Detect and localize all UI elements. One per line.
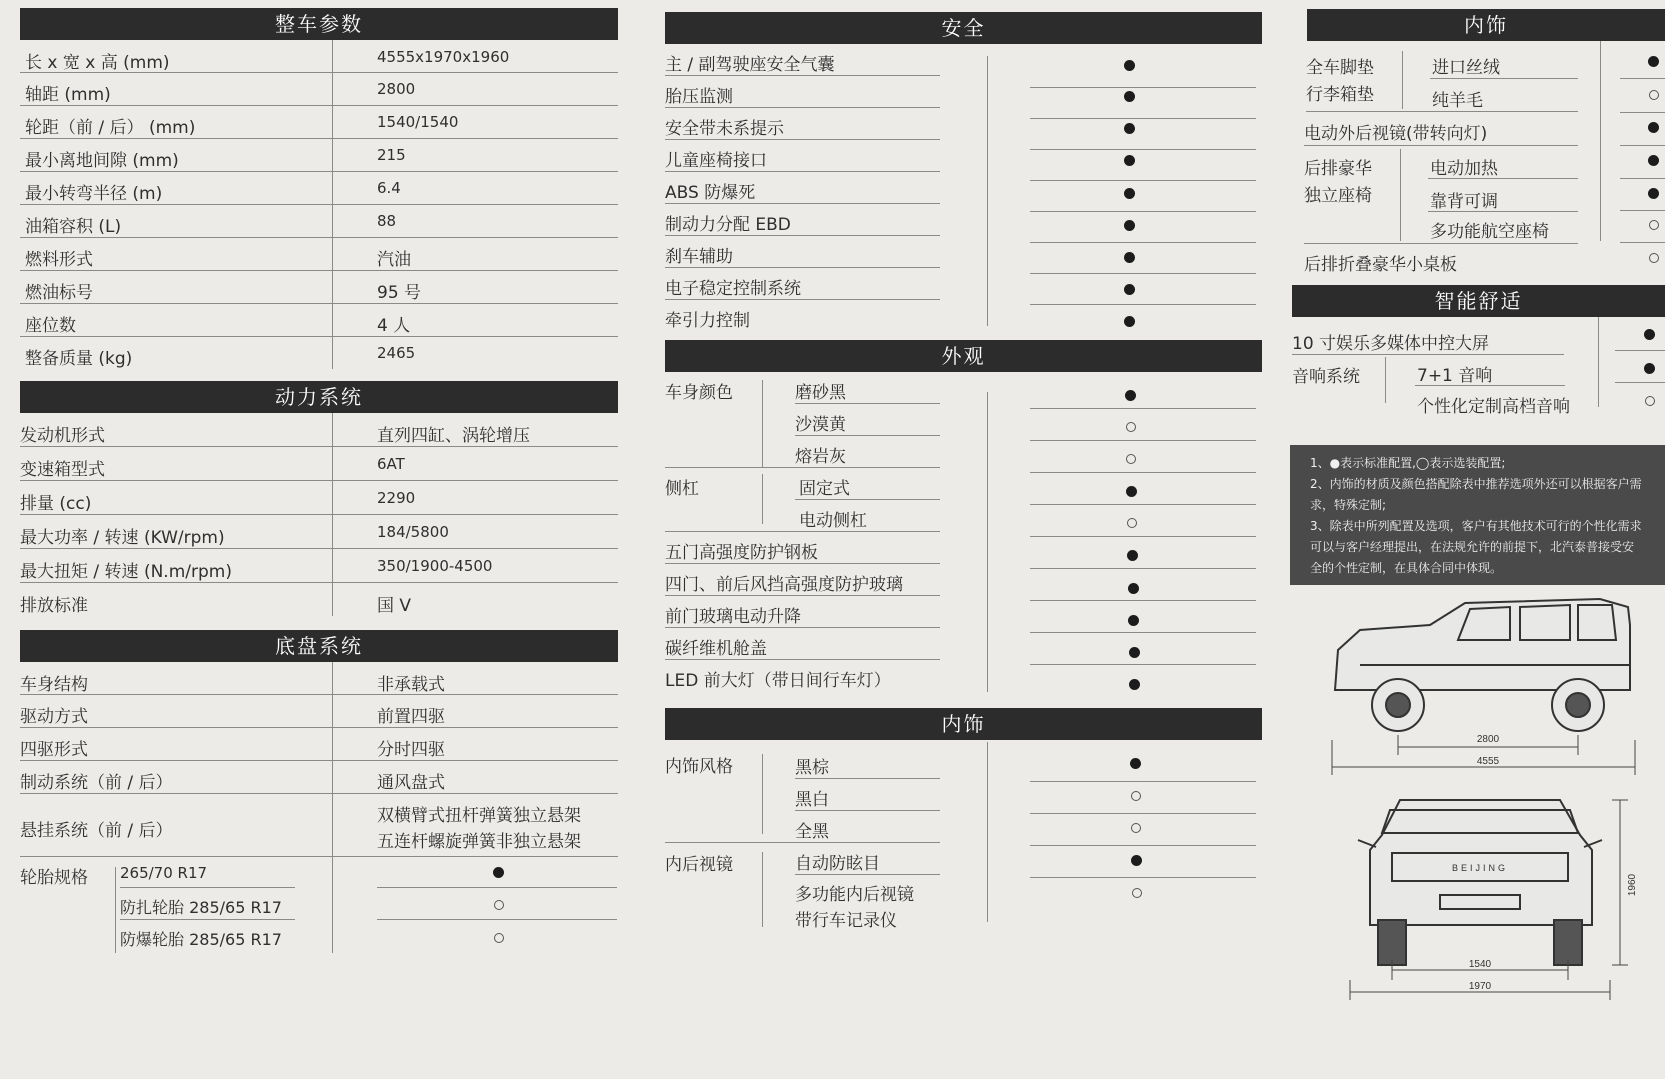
overall-table (20, 40, 618, 369)
spec-row (20, 413, 618, 447)
spec-value: 2800 (377, 80, 416, 98)
option-label: 个性化定制高档音响 (1417, 397, 1570, 417)
feature-label: 电动外后视镜(带转向灯) (1304, 124, 1488, 144)
length-dimension: 4555 (1476, 756, 1500, 767)
tire-option-label: 防爆轮胎 285/65 R17 (120, 930, 282, 949)
standard-dot-icon (1644, 329, 1655, 340)
note-line: 3、除表中所列配置及选项，客户有其他技术可行的个性化需求 (1310, 519, 1642, 533)
spec-row (20, 549, 618, 583)
section-header-interior-2: 内饰 (1307, 9, 1665, 41)
group-label: 内饰风格 (665, 757, 733, 777)
interior-table-2 (1290, 41, 1665, 277)
feature-row (665, 268, 940, 300)
option-row (1428, 146, 1578, 179)
feature-label: 10 寸娱乐多媒体中控大屏 (1292, 334, 1490, 354)
feature-row (665, 76, 940, 108)
spec-row (20, 515, 618, 549)
optional-circle-icon (1649, 253, 1659, 263)
note-line: 2、内饰的材质及颜色搭配除表中推荐选项外还可以根据客户需 (1310, 477, 1642, 491)
feature-label: 胎压监测 (665, 87, 733, 107)
feature-row (665, 628, 940, 660)
option-label: 沙漠黄 (795, 415, 846, 435)
spec-value: 95 号 (377, 283, 422, 303)
tire-option-row (120, 921, 295, 951)
optional-circle-icon (494, 900, 504, 910)
optional-circle-icon (1127, 518, 1137, 528)
option-label: 靠背可调 (1430, 192, 1498, 212)
option-row (795, 468, 940, 500)
spec-value: 350/1900-4500 (377, 557, 493, 575)
column-interior-comfort (1290, 0, 1665, 992)
feature-row (665, 660, 940, 691)
tire-option-row (120, 857, 295, 888)
option-row (1430, 79, 1578, 111)
spec-value: 双横臂式扭杆弹簧独立悬架 (377, 806, 581, 826)
spec-value: 2290 (377, 489, 416, 507)
spec-label: 发动机形式 (20, 426, 105, 446)
spec-value: 6.4 (377, 179, 401, 197)
option-row (795, 500, 940, 531)
tire-option-row (120, 889, 295, 920)
spec-value: 直列四缸、涡轮增压 (377, 426, 530, 446)
spec-row (20, 794, 618, 857)
tire-option-label: 265/70 R17 (120, 864, 208, 882)
option-row (1428, 179, 1578, 212)
option-label: 磨砂黑 (795, 383, 846, 403)
spec-label: 整备质量 (kg) (25, 349, 133, 369)
column-safety-exterior-interior (665, 0, 1262, 940)
feature-label: 牵引力控制 (665, 311, 750, 331)
option-label: 电动侧杠 (799, 511, 867, 531)
optional-circle-icon (1131, 791, 1141, 801)
standard-dot-icon (1644, 363, 1655, 374)
option-row (795, 843, 940, 875)
spec-row (20, 695, 618, 728)
spec-label: 变速箱型式 (20, 460, 105, 480)
option-label: 黑棕 (795, 758, 829, 778)
spec-label: 最大功率 / 转速 (KW/rpm) (20, 528, 225, 548)
option-label: 全黑 (795, 822, 829, 842)
spec-row (20, 106, 618, 139)
feature-label: 儿童座椅接口 (665, 151, 767, 171)
option-row (1415, 355, 1565, 386)
spec-row (20, 238, 618, 271)
optional-circle-icon (1126, 454, 1136, 464)
spec-row (20, 481, 618, 515)
spec-value: 汽油 (377, 250, 411, 270)
note-line: 可以与客户经理提出，在法规允许的前提下，北汽泰普接受安 (1310, 540, 1635, 554)
height-dimension: 1960 (1627, 873, 1638, 897)
spec-label: 排放标准 (20, 596, 88, 616)
feature-row (665, 204, 940, 236)
option-row (795, 372, 940, 404)
spec-label: 燃油标号 (25, 283, 93, 303)
spec-label: 轮距（前 / 后） (mm) (25, 118, 196, 138)
standard-dot-icon (1648, 155, 1659, 166)
spec-row (20, 271, 618, 304)
spec-label: 最小离地间隙 (mm) (25, 151, 179, 171)
feature-row (665, 172, 940, 204)
note-line: 1、●表示标准配置,◯表示选装配置; (1310, 456, 1506, 470)
option-label: 多功能航空座椅 (1430, 222, 1549, 242)
standard-dot-icon (1125, 390, 1136, 401)
spec-row (20, 205, 618, 238)
spec-value: 非承载式 (377, 675, 445, 695)
standard-dot-icon (1128, 615, 1139, 626)
standard-dot-icon (1124, 284, 1135, 295)
standard-dot-icon (1124, 60, 1135, 71)
feature-label: ABS 防爆死 (665, 183, 756, 203)
feature-row (665, 564, 940, 596)
group-label: 侧杠 (665, 479, 699, 499)
side-view-vehicle-icon (1335, 599, 1630, 731)
comfort-table (1290, 317, 1665, 417)
spec-label: 制动系统（前 / 后） (20, 773, 173, 793)
spec-label: 燃料形式 (25, 250, 93, 270)
front-view-vehicle-icon (1358, 800, 1602, 965)
spec-value: 通风盘式 (377, 773, 445, 793)
spec-label: 轴距 (mm) (25, 85, 111, 105)
standard-dot-icon (1124, 155, 1135, 166)
feature-label: 主 / 副驾驶座安全气囊 (665, 55, 835, 75)
spec-value: 4555x1970x1960 (377, 48, 510, 66)
section-header-power: 动力系统 (20, 381, 618, 413)
section-header-safety: 安全 (665, 12, 1262, 44)
spec-row (20, 662, 618, 695)
spec-value: 前置四驱 (377, 707, 445, 727)
option-row (795, 436, 940, 467)
spec-label: 悬挂系统（前 / 后） (20, 821, 173, 841)
group-label: 全车脚垫 (1306, 58, 1374, 78)
standard-dot-icon (1124, 316, 1135, 327)
spec-value: 6AT (377, 455, 405, 473)
feature-label: 前门玻璃电动升降 (665, 607, 801, 627)
spec-row (20, 447, 618, 481)
power-table (20, 413, 618, 616)
feature-row (665, 236, 940, 268)
spec-label: 最大扭矩 / 转速 (N.m/rpm) (20, 562, 232, 582)
standard-dot-icon (1130, 758, 1141, 769)
option-row (795, 779, 940, 811)
standard-dot-icon (1129, 647, 1140, 658)
standard-dot-icon (1124, 252, 1135, 263)
safety-value-column (987, 0, 1262, 900)
tire-spec-group (20, 857, 618, 953)
standard-dot-icon (1131, 855, 1142, 866)
spec-label: 排量 (cc) (20, 494, 92, 514)
standard-dot-icon (1648, 188, 1659, 199)
spec-value: 1540/1540 (377, 113, 459, 131)
option-row (795, 747, 940, 779)
spec-value: 国 V (377, 596, 412, 616)
section-header-comfort: 智能舒适 (1292, 285, 1665, 317)
spec-value: 88 (377, 212, 397, 230)
spec-label: 油箱容积 (L) (25, 217, 122, 237)
optional-circle-icon (1132, 888, 1142, 898)
feature-row (665, 596, 940, 628)
spec-label: 长 x 宽 x 高 (mm) (25, 53, 170, 73)
standard-dot-icon (1124, 188, 1135, 199)
option-label: 多功能内后视镜 (795, 885, 914, 905)
optional-circle-icon (1649, 90, 1659, 100)
note-line: 求，特殊定制; (1310, 498, 1387, 512)
section-header-chassis: 底盘系统 (20, 630, 618, 662)
option-row (795, 404, 940, 436)
wheelbase-dimension: 2800 (1476, 734, 1500, 745)
optional-circle-icon (1126, 422, 1136, 432)
spec-row (20, 73, 618, 106)
group-label: 内后视镜 (665, 855, 733, 875)
standard-dot-icon (1126, 486, 1137, 497)
feature-label: 制动力分配 EBD (665, 215, 791, 235)
option-label: 自动防眩目 (795, 854, 880, 874)
spec-value: 215 (377, 146, 406, 164)
feature-label: 五门高强度防护钢板 (665, 543, 818, 563)
optional-circle-icon (1645, 396, 1655, 406)
standard-dot-icon (1129, 679, 1140, 690)
spec-label: 车身结构 (20, 675, 88, 695)
spec-row (20, 583, 618, 616)
spec-row (20, 139, 618, 172)
option-label: 电动加热 (1430, 159, 1498, 179)
standard-dot-icon (1127, 550, 1138, 561)
spec-value: 五连杆螺旋弹簧非独立悬架 (377, 832, 581, 852)
feature-row (665, 300, 940, 331)
tire-option-label: 防扎轮胎 285/65 R17 (120, 898, 282, 917)
optional-circle-icon (1649, 220, 1659, 230)
spec-value: 4 人 (377, 316, 411, 336)
group-label: 独立座椅 (1304, 186, 1372, 206)
feature-row (665, 108, 940, 140)
section-header-exterior: 外观 (665, 340, 1262, 372)
option-label: 固定式 (799, 479, 850, 499)
option-row (1428, 212, 1578, 242)
spec-label: 最小转弯半径 (m) (25, 184, 163, 204)
chassis-table (20, 662, 618, 953)
group-label: 车身颜色 (665, 383, 733, 403)
option-label: 熔岩灰 (795, 447, 846, 467)
standard-dot-icon (1124, 220, 1135, 231)
section-header-interior: 内饰 (665, 708, 1262, 740)
spec-row (20, 728, 618, 761)
feature-label: 刹车辅助 (665, 247, 733, 267)
feature-label: 后排折叠豪华小桌板 (1304, 255, 1457, 275)
group-label: 后排豪华 (1304, 159, 1372, 179)
standard-dot-icon (1648, 122, 1659, 133)
option-label: 纯羊毛 (1432, 91, 1483, 111)
standard-dot-icon (1128, 583, 1139, 594)
option-row (795, 811, 940, 842)
width-dimension: 1970 (1468, 981, 1492, 992)
option-row (1430, 46, 1578, 79)
vehicle-dimension-drawing (1330, 595, 1665, 1015)
standard-dot-icon (1124, 123, 1135, 134)
option-label: 带行车记录仪 (795, 911, 897, 931)
track-dimension: 1540 (1468, 959, 1492, 970)
spec-label: 驱动方式 (20, 707, 88, 727)
spec-value: 184/5800 (377, 523, 449, 541)
note-line: 全的个性定制，在具体合同中体现。 (1310, 561, 1503, 575)
spec-label: 轮胎规格 (20, 868, 88, 888)
spec-label: 四驱形式 (20, 740, 88, 760)
spec-row (20, 304, 618, 337)
group-label: 音响系统 (1292, 367, 1360, 387)
option-label: 进口丝绒 (1432, 58, 1500, 78)
section-header-overall: 整车参数 (20, 8, 618, 40)
spec-value: 2465 (377, 344, 416, 362)
spec-label: 座位数 (25, 316, 76, 336)
option-label: 7+1 音响 (1417, 366, 1493, 386)
group-label: 行李箱垫 (1306, 85, 1374, 105)
feature-label: 四门、前后风挡高强度防护玻璃 (665, 575, 903, 595)
column-general-specs (20, 0, 618, 953)
feature-label: LED 前大灯（带日间行车灯） (665, 671, 891, 691)
spec-row (20, 761, 618, 794)
standard-dot-icon (1124, 91, 1135, 102)
spec-row (20, 172, 618, 205)
optional-circle-icon (1131, 823, 1141, 833)
grille-lettering: BEIJING (1451, 863, 1509, 873)
feature-label: 安全带未系提示 (665, 119, 784, 139)
spec-row (20, 337, 618, 369)
feature-label: 碳纤维机舱盖 (665, 639, 767, 659)
option-label: 黑白 (795, 790, 829, 810)
standard-dot-icon (1648, 56, 1659, 67)
feature-row (665, 532, 940, 564)
feature-row (665, 44, 940, 76)
feature-row (665, 140, 940, 172)
spec-row (20, 40, 618, 73)
optional-circle-icon (494, 933, 504, 943)
standard-dot-icon (493, 867, 504, 878)
notes-box (1290, 445, 1665, 585)
feature-label: 电子稳定控制系统 (665, 279, 801, 299)
spec-value: 分时四驱 (377, 740, 445, 760)
